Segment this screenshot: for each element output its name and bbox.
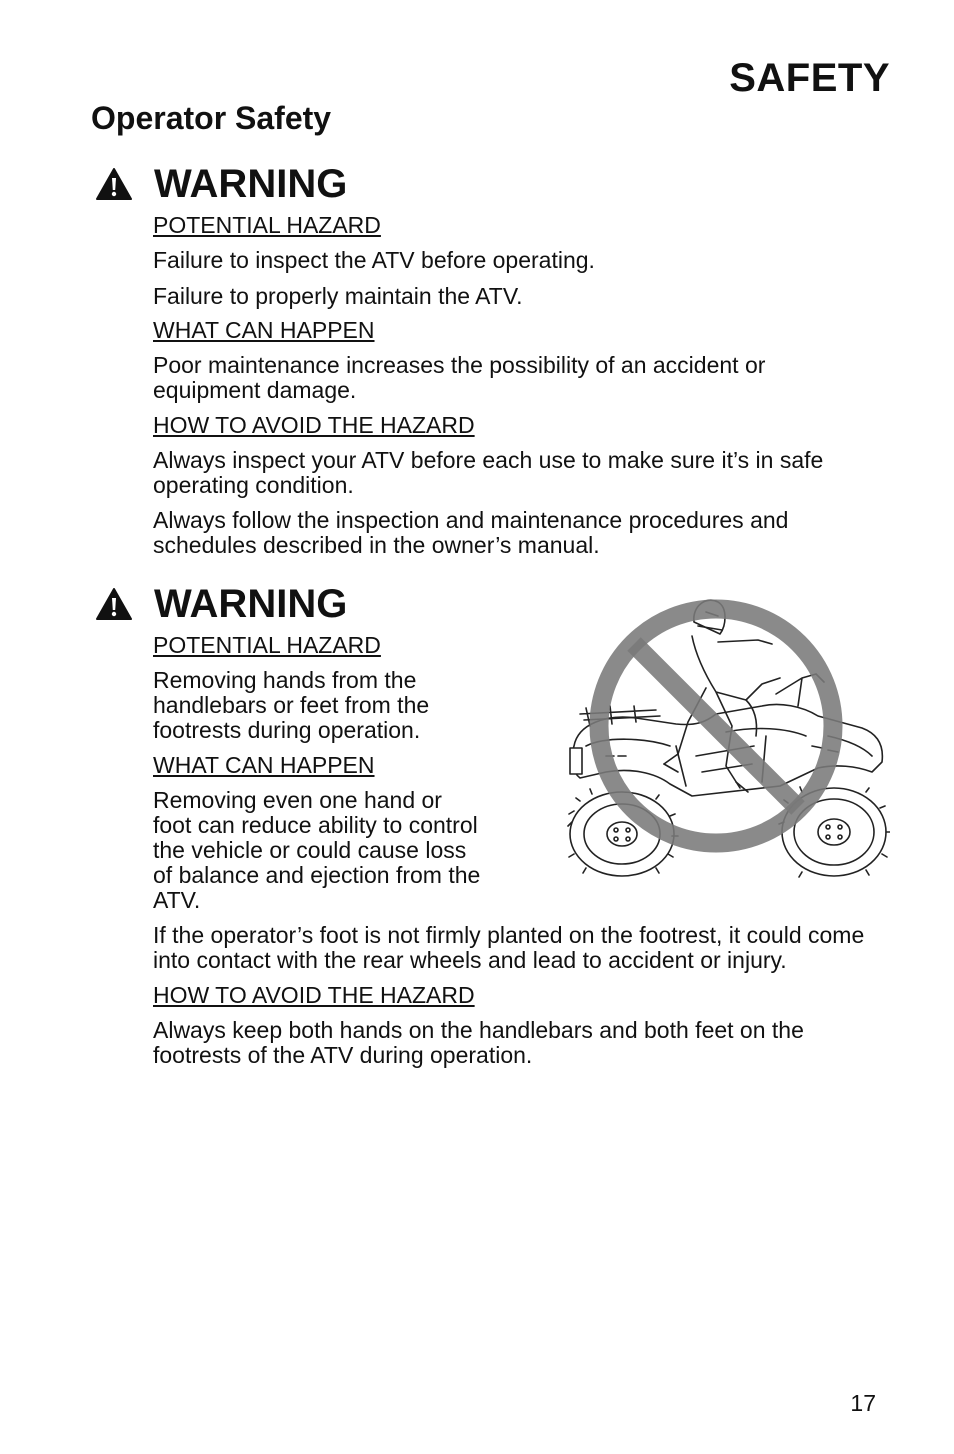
section-title: SAFETY bbox=[729, 56, 890, 100]
warning-triangle-icon bbox=[95, 587, 133, 621]
warning-triangle-icon bbox=[95, 167, 133, 201]
how-to-avoid-label: HOW TO AVOID THE HAZARD bbox=[153, 412, 475, 438]
warning-body bbox=[153, 212, 873, 558]
how-to-avoid-label: HOW TO AVOID THE HAZARD bbox=[153, 982, 475, 1008]
consequence-text: Removing even one hand or foot can reduce ability to control the vehicle or could cause loss of balance and ejection from the ATV. bbox=[153, 787, 481, 913]
subsection-title: Operator Safety bbox=[91, 100, 332, 136]
avoidance-text: Always keep both hands on the handlebars and both feet on the footrests of the ATV during operation. bbox=[153, 1017, 804, 1068]
hazard-text: Removing hands from the handlebars or feet from the footrests during operation. bbox=[153, 667, 430, 743]
what-can-happen-label: WHAT CAN HAPPEN bbox=[153, 317, 375, 343]
warning-block-1 bbox=[0, 160, 954, 558]
page-number: 17 bbox=[850, 1390, 876, 1416]
avoidance-text: Always follow the inspection and maintenance procedures and schedules described in the owner’s manual. bbox=[153, 507, 789, 558]
atv-rider-feet-off-footrests-illustration bbox=[566, 596, 890, 880]
hazard-text: Failure to properly maintain the ATV. bbox=[153, 283, 523, 309]
avoidance-text: Always inspect your ATV before each use to make sure it’s in safe operating condition. bbox=[153, 447, 824, 498]
consequence-text: If the operator’s foot is not firmly planted on the footrest, it could come into contact with the rear wheels and lead to accident or injury. bbox=[153, 922, 865, 973]
potential-hazard-label: POTENTIAL HAZARD bbox=[153, 212, 381, 238]
what-can-happen-label: WHAT CAN HAPPEN bbox=[153, 752, 375, 778]
hazard-text: Failure to inspect the ATV before operating. bbox=[153, 247, 595, 273]
warning-title: WARNING bbox=[154, 582, 348, 626]
potential-hazard-label: POTENTIAL HAZARD bbox=[153, 632, 381, 658]
warning-title: WARNING bbox=[154, 162, 348, 206]
consequence-text: Poor maintenance increases the possibility of an accident or equipment damage. bbox=[153, 352, 766, 403]
warning-header bbox=[0, 160, 954, 208]
